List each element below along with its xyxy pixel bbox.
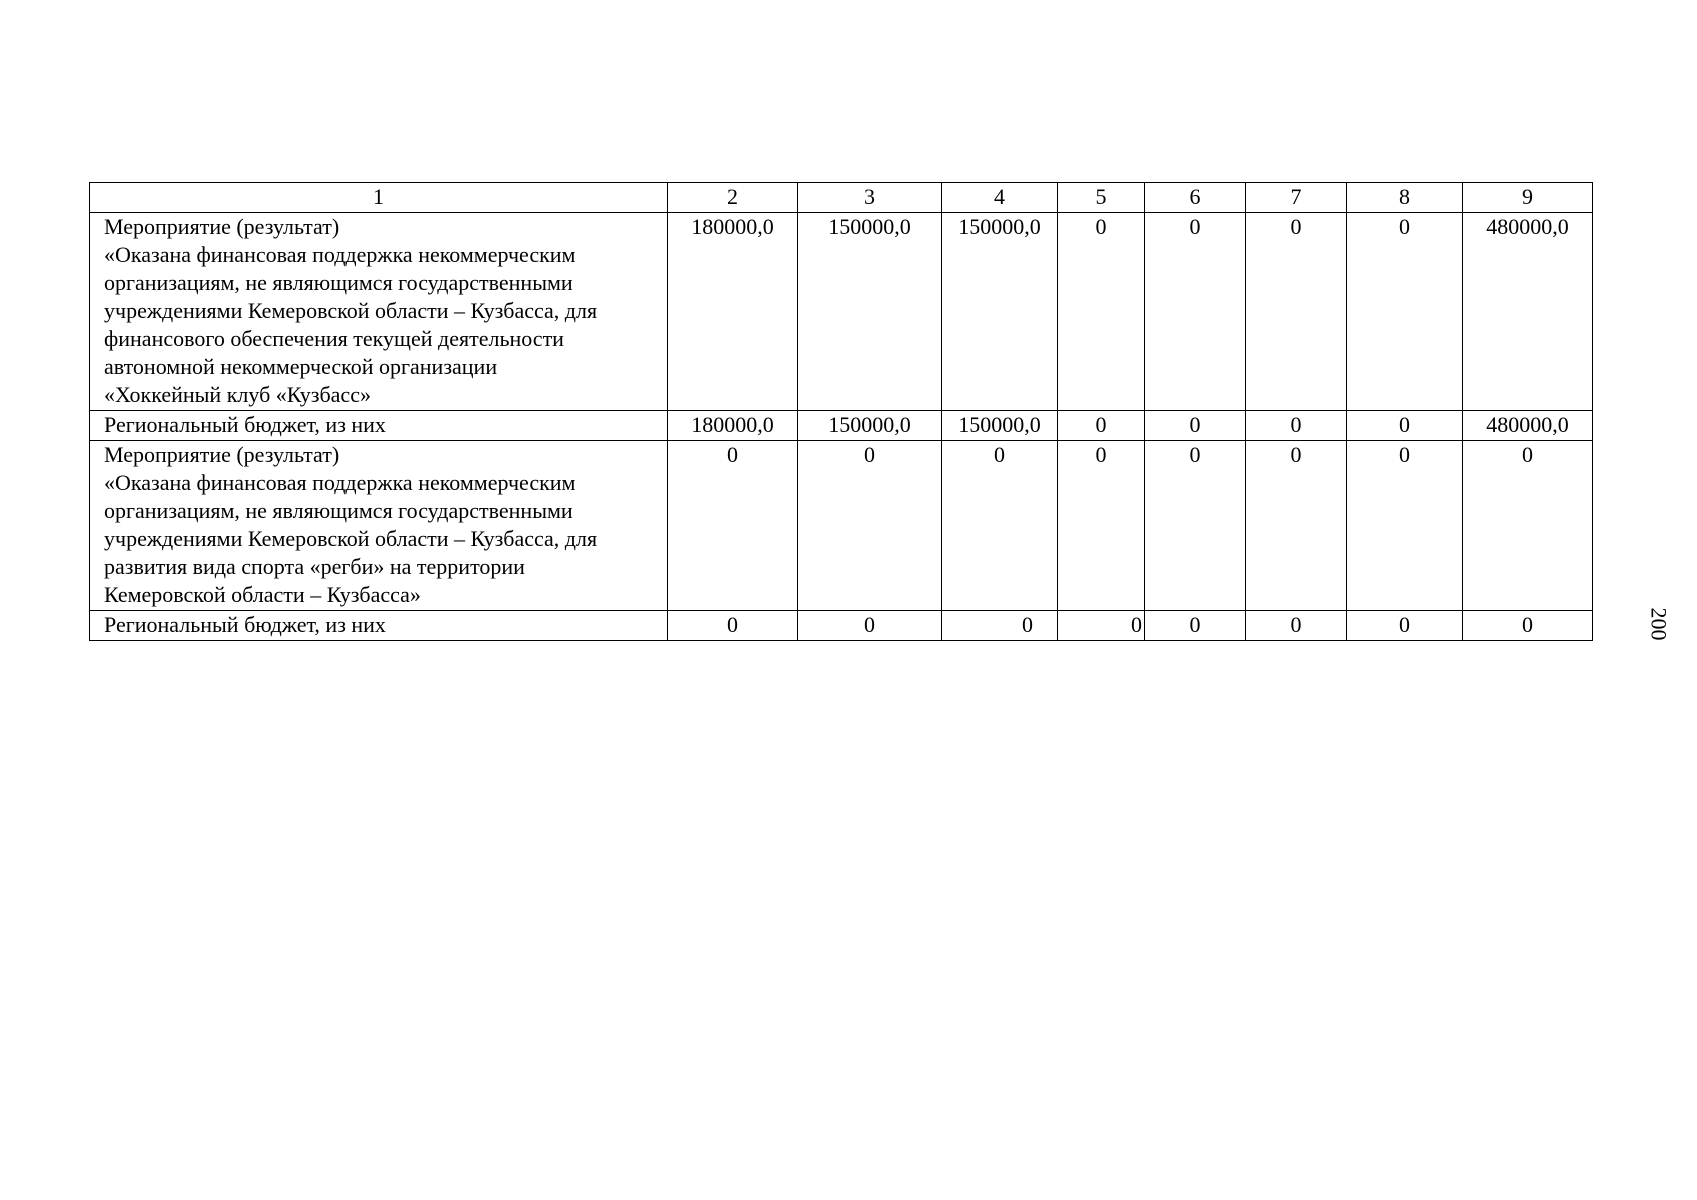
label-line: Кемеровской области – Кузбасса» [104,582,421,607]
column-header-4: 4 [942,183,1058,213]
column-header-2: 2 [668,183,798,213]
label-line: развития вида спорта «регби» на территории [104,554,525,579]
value-cell: 180000,0 [668,213,798,411]
value-cell: 0 [798,611,942,641]
label-line: «Хоккейный клуб «Кузбасс» [104,382,371,407]
label-line: автономной некоммерческой организации [104,354,498,379]
value-cell: 0 [942,441,1058,611]
label-line: учреждениями Кемеровской области – Кузбасса, для [104,526,598,551]
budget-table [89,182,1593,641]
value-cell: 0 [1145,213,1246,411]
value-cell: 0 [1246,411,1347,441]
label-line: учреждениями Кемеровской области – Кузбасса, для [104,298,598,323]
value-cell: 0 [1058,441,1145,611]
value-cell: 180000,0 [668,411,798,441]
value-cell: 0 [798,441,942,611]
column-header-1: 1 [90,183,668,213]
value-cell: 0 [1463,611,1593,641]
value-cell: 0 [1347,441,1463,611]
table-row [90,611,1593,641]
value-cell: 0 [1347,411,1463,441]
column-header-8: 8 [1347,183,1463,213]
value-cell: 0 [1246,441,1347,611]
value-cell: 150000,0 [798,213,942,411]
table-row [90,411,1593,441]
value-cell: 0 [1058,213,1145,411]
label-line: Региональный бюджет, из них [104,612,386,637]
label-line: Мероприятие (результат) [104,442,340,467]
value-cell: 0 [1463,441,1593,611]
column-header-7: 7 [1246,183,1347,213]
label-line: «Оказана финансовая поддержка некоммерческим [104,470,576,495]
value-cell: 0 [668,611,798,641]
page-number: 200 [1646,607,1672,641]
value-cell: 0 [1145,441,1246,611]
value-cell: 0 [1246,213,1347,411]
value-cell: 0 [1347,213,1463,411]
label-line: Региональный бюджет, из них [104,412,386,437]
value-cell: 0 [1347,611,1463,641]
value-cell: 0 [1145,611,1246,641]
value-cell: 0 [1246,611,1347,641]
column-header-9: 9 [1463,183,1593,213]
value-cell: 150000,0 [942,213,1058,411]
row-label [90,611,668,641]
table-header-row [90,183,1593,213]
value-cell: 0 [1058,611,1145,641]
value-cell: 480000,0 [1463,213,1593,411]
value-cell: 150000,0 [798,411,942,441]
value-cell: 480000,0 [1463,411,1593,441]
column-header-3: 3 [798,183,942,213]
row-label [90,441,668,611]
table-row [90,441,1593,611]
label-line: «Оказана финансовая поддержка некоммерческим [104,242,576,267]
row-label [90,411,668,441]
value-cell: 0 [942,611,1058,641]
column-header-6: 6 [1145,183,1246,213]
label-line: организациям, не являющимся государственными [104,498,573,523]
table-row [90,213,1593,411]
value-cell: 0 [1145,411,1246,441]
value-cell: 0 [1058,411,1145,441]
column-header-5: 5 [1058,183,1145,213]
value-cell: 150000,0 [942,411,1058,441]
label-line: финансового обеспечения текущей деятельности [104,326,564,351]
row-label [90,213,668,411]
value-cell: 0 [668,441,798,611]
label-line: организациям, не являющимся государственными [104,270,573,295]
label-line: Мероприятие (результат) [104,214,340,239]
